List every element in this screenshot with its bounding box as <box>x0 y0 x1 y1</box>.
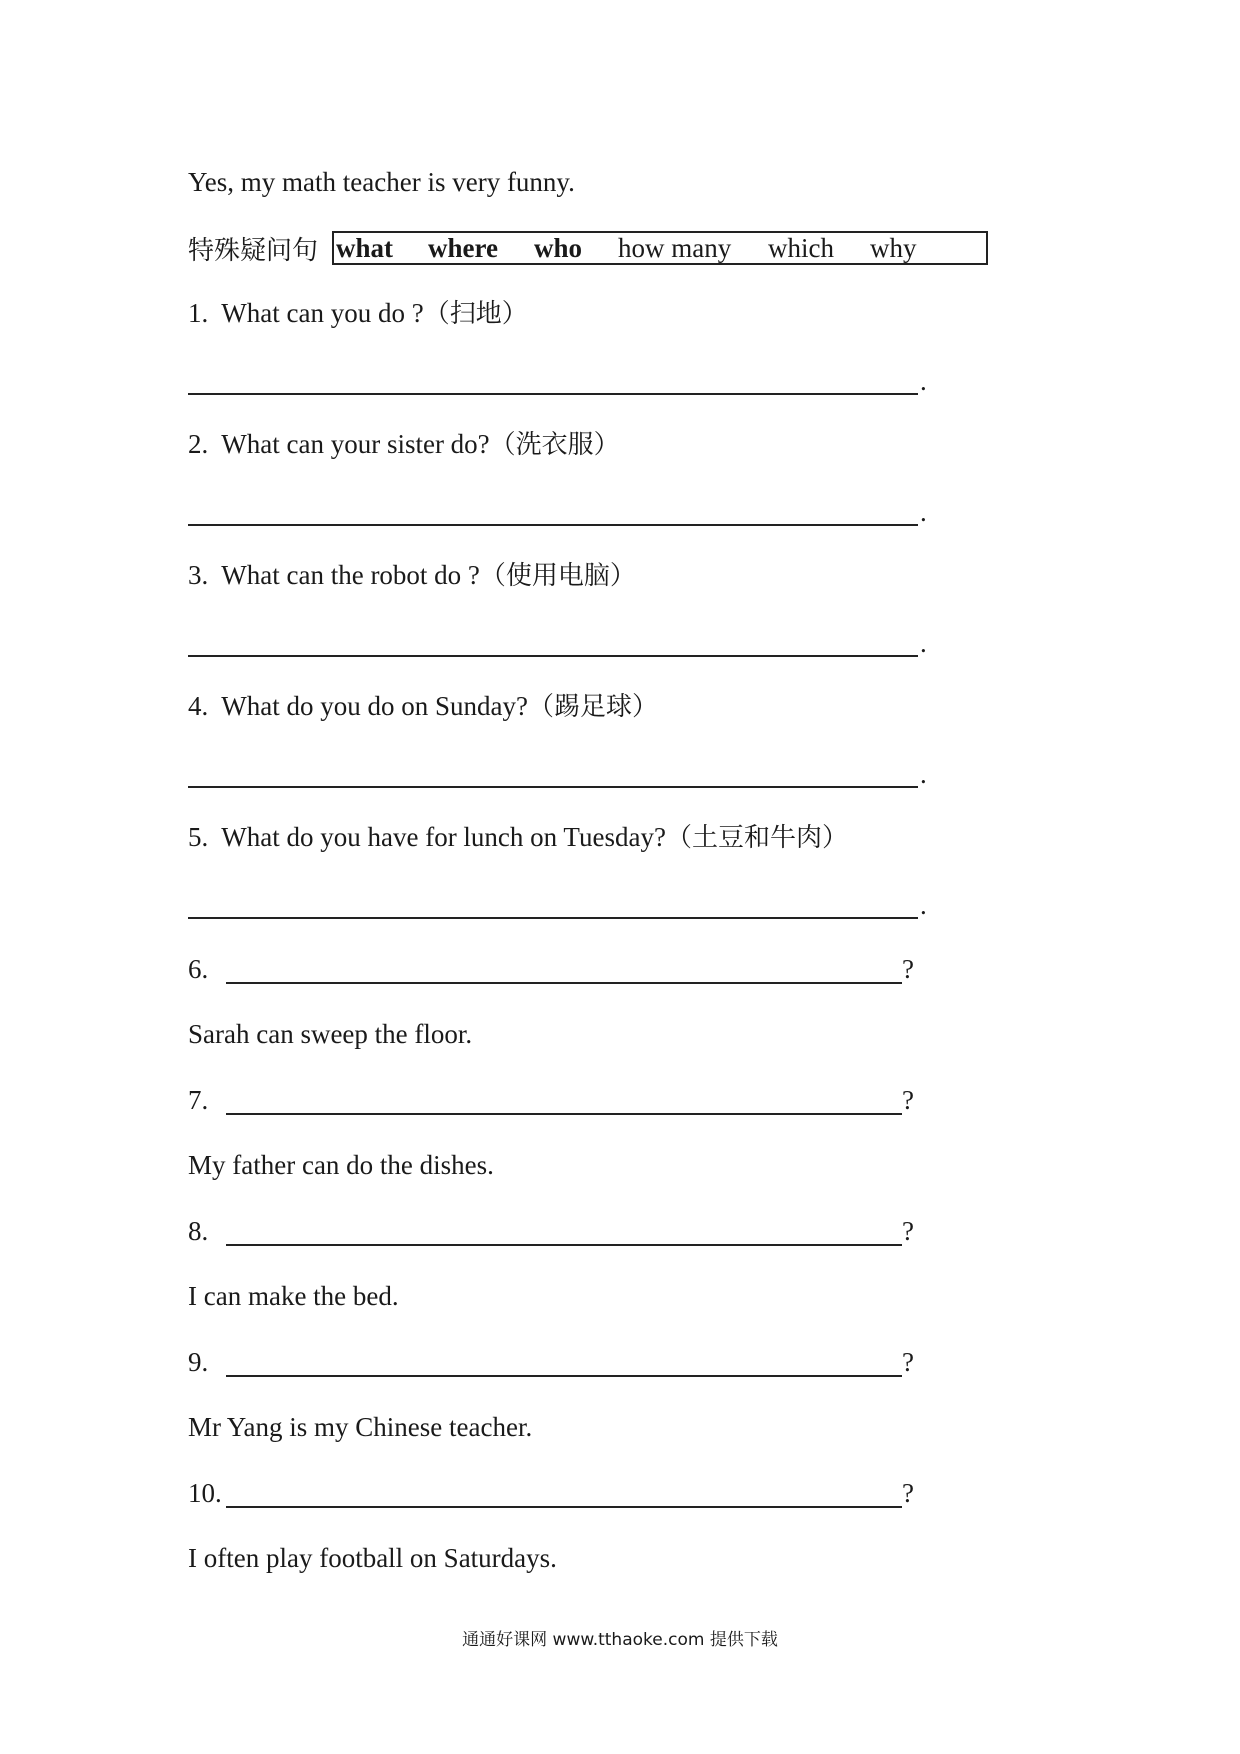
section-heading <box>188 229 988 267</box>
question-text: What can the robot do ? <box>221 560 480 590</box>
ask-item-number: 7. <box>188 1085 209 1115</box>
question-text: What do you do on Sunday? <box>221 691 528 721</box>
question-text: What can your sister do? <box>221 429 490 459</box>
question-number: 3. <box>188 560 209 590</box>
question-hint: （洗衣服） <box>489 430 620 460</box>
question-3 <box>188 558 636 593</box>
ask-end-mark: ? <box>902 1347 914 1377</box>
question-number: 4. <box>188 691 209 721</box>
question-hint: （使用电脑） <box>479 561 636 591</box>
ask-end-mark: ? <box>902 1216 914 1246</box>
question-text: What can you do ? <box>221 298 424 328</box>
answer-line-2[interactable] <box>188 524 918 526</box>
question-4 <box>188 689 658 724</box>
word-bank-item: what <box>336 233 394 263</box>
intro-sentence: Yes, my math teacher is very funny. <box>188 167 575 197</box>
answer-end-mark: . <box>920 890 927 920</box>
ask-answer-6: Sarah can sweep the floor. <box>188 1019 473 1049</box>
ask-line-9[interactable] <box>226 1375 902 1377</box>
ask-line-8[interactable] <box>226 1244 902 1246</box>
ask-item-number: 6. <box>188 954 209 984</box>
answer-end-mark: . <box>920 497 927 527</box>
answer-line-5[interactable] <box>188 917 918 919</box>
section-label: 特殊疑问句 <box>188 235 319 266</box>
question-number: 1. <box>188 298 209 328</box>
question-number: 2. <box>188 429 209 459</box>
word-bank-item: how many <box>618 233 732 263</box>
question-text: What do you have for lunch on Tuesday? <box>221 822 666 852</box>
ask-end-mark: ? <box>902 1478 914 1508</box>
question-1 <box>188 296 528 331</box>
answer-line-1[interactable] <box>188 393 918 395</box>
word-bank-item: where <box>428 233 498 263</box>
ask-line-7[interactable] <box>226 1113 902 1115</box>
question-hint: （扫地） <box>423 299 528 329</box>
word-bank-item: who <box>534 233 583 263</box>
ask-line-6[interactable] <box>226 982 902 984</box>
ask-answer-7: My father can do the dishes. <box>188 1150 494 1180</box>
ask-end-mark: ? <box>902 954 914 984</box>
answer-end-mark: . <box>920 628 927 658</box>
ask-answer-8: I can make the bed. <box>188 1281 399 1311</box>
ask-answer-10: I often play football on Saturdays. <box>188 1543 557 1573</box>
ask-item-number: 9. <box>188 1347 209 1377</box>
question-hint: （踢足球） <box>527 692 658 722</box>
word-bank-item: which <box>768 233 834 263</box>
answer-line-3[interactable] <box>188 655 918 657</box>
answer-end-mark: . <box>920 759 927 789</box>
ask-end-mark: ? <box>902 1085 914 1115</box>
ask-answer-9: Mr Yang is my Chinese teacher. <box>188 1412 533 1442</box>
answer-end-mark: . <box>920 366 927 396</box>
question-number: 5. <box>188 822 209 852</box>
ask-line-10[interactable] <box>226 1506 902 1508</box>
word-bank-box <box>332 231 988 265</box>
ask-item-number: 10. <box>188 1478 222 1508</box>
word-bank-item: why <box>870 233 917 263</box>
footer-credit: 通通好课网 www.tthaoke.com 提供下载 <box>462 1630 778 1650</box>
question-5 <box>188 820 848 855</box>
answer-line-4[interactable] <box>188 786 918 788</box>
ask-item-number: 8. <box>188 1216 209 1246</box>
question-hint: （土豆和牛肉） <box>665 823 848 853</box>
question-2 <box>188 427 620 462</box>
